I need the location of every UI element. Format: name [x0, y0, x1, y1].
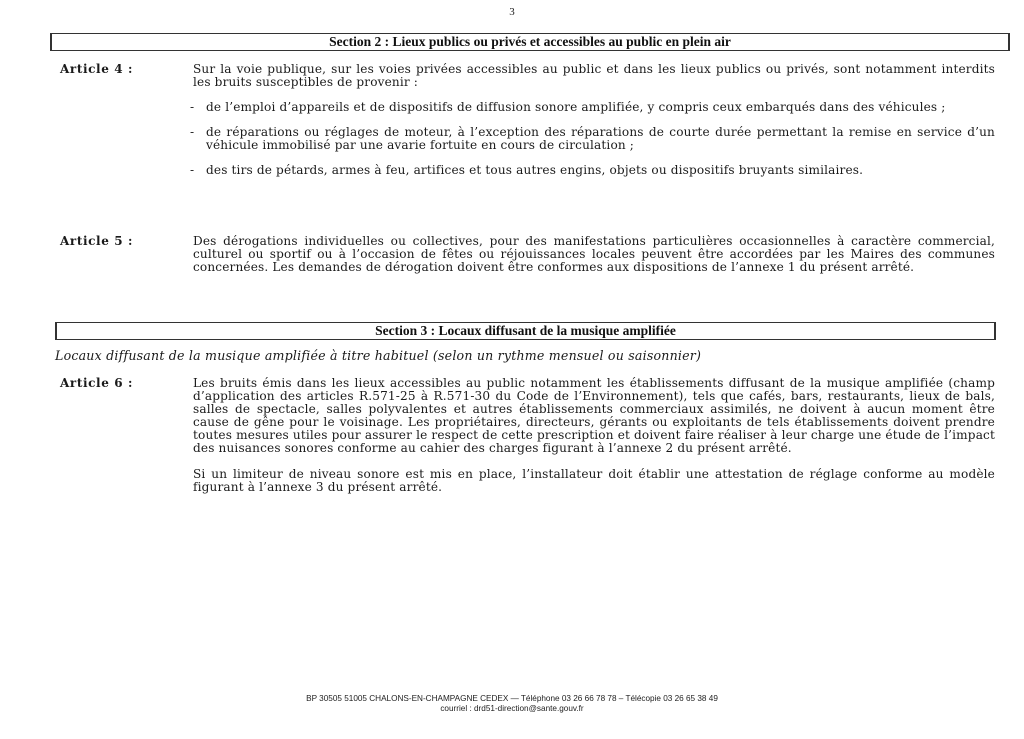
article-6-paragraph: Les bruits émis dans les lieux accessibles au public notamment les établissements diffusant de la musique amplifiée (champ d’application des articles R.571-25 à R.571-30 du Code de l’Environnement), tels que cafés, bars, restaurants, lieux de bals, salles de spectacle, salles polyvalentes et autres établissements commerciaux assimilés, ne doivent à aucun moment être cause de gêne pour le voisinage. Les propriétaires, directeurs, gérants ou exploitants de tels établissements doivent prendre toutes mesures utiles pour assurer le respect de cette prescription et doivent faire réaliser à leur charge une étude de l’impact des nuisances sonores conforme au cahier des charges figurant à l’annexe 2 du présent arrêté. — [193, 376, 995, 455]
article-6-body — [193, 377, 995, 494]
article-4-bullet — [190, 100, 995, 114]
article-4-intro: Sur la voie publique, sur les voies privées accessibles au public et dans les lieux publics ou privés, sont notamment interdits les bruits susceptibles de provenir : — [193, 62, 995, 89]
bullet-text: de réparations ou réglages de moteur, à l’exception des réparations de courte durée permettant la remise en service d’un véhicule immobilisé par une avarie fortuite en cours de circulation ; — [206, 125, 995, 152]
article-4-bullet — [190, 125, 995, 152]
article-4-bullet — [190, 163, 995, 177]
section-3-heading — [55, 322, 996, 340]
article-5-text: Des dérogations individuelles ou collectives, pour des manifestations particulières occasionnelles à caractère commercial, culturel ou sportif ou à l’occasion de fêtes ou réjouissances locales peuvent être accordées par les Maires des communes concernées. Les demandes de dérogation doivent être conformes aux dispositions de l’annexe 1 du présent arrêté. — [193, 234, 995, 274]
article-4-label: Article 4 : — [60, 62, 133, 76]
article-6-paragraph: Si un limiteur de niveau sonore est mis en place, l’installateur doit établir une attestation de réglage conforme au modèle figurant à l’annexe 3 du présent arrêté. — [193, 467, 995, 494]
page-number: 3 — [509, 6, 515, 18]
section-3-subtitle: Locaux diffusant de la musique amplifiée à titre habituel (selon un rythme mensuel ou saisonnier) — [55, 348, 702, 363]
footer-address: BP 30505 51005 CHALONS-EN-CHAMPAGNE CEDEX — Téléphone 03 26 66 78 78 – Télécopie 03 26 65 38 49 — [306, 694, 718, 703]
article-5-body — [193, 235, 995, 274]
footer-email: courriel : drd51-direction@sante.gouv.fr — [440, 704, 584, 713]
article-4-body — [190, 62, 995, 177]
section-2-heading — [50, 33, 1010, 51]
dash-bullet-icon: - — [190, 125, 195, 139]
bullet-text: de l’emploi d’appareils et de dispositifs de diffusion sonore amplifiée, y compris ceux embarqués dans des véhicules ; — [206, 100, 946, 114]
section-3-title: Section 3 : Locaux diffusant de la musique amplifiée — [375, 323, 676, 338]
dash-bullet-icon: - — [190, 100, 195, 114]
bullet-text: des tirs de pétards, armes à feu, artifices et tous autres engins, objets ou dispositifs bruyants similaires. — [206, 163, 864, 177]
dash-bullet-icon: - — [190, 163, 195, 177]
article-5-label: Article 5 : — [60, 234, 133, 248]
page-footer — [0, 694, 1024, 714]
article-6-label: Article 6 : — [60, 376, 133, 390]
section-2-title: Section 2 : Lieux publics ou privés et accessibles au public en plein air — [329, 34, 731, 49]
